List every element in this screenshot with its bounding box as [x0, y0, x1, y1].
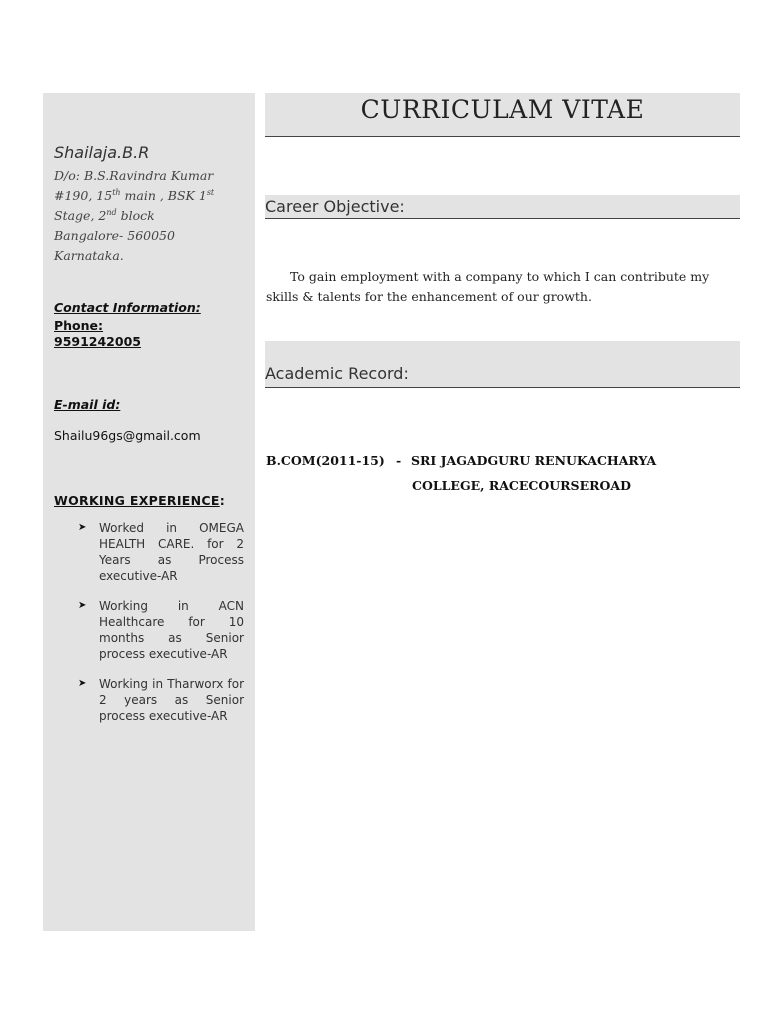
- arrow-bullet-icon: ➤: [78, 600, 87, 611]
- address-line-1: D/o: B.S.Ravindra Kumar: [54, 168, 214, 183]
- phone-number[interactable]: 9591242005: [54, 334, 141, 349]
- work-item: ➤ Working in ACN Healthcare for 10 months as Senior process executive-AR: [78, 599, 244, 661]
- address-block: [54, 166, 244, 266]
- college-name-line-1: SRI JAGADGURU RENUKACHARYA: [411, 453, 657, 468]
- objective-text: To gain employment with a company to which I can contribute my skills & talents for the enhancement of our growth.: [266, 269, 710, 304]
- degree-separator: -: [396, 453, 402, 468]
- address-line-2: #190, 15th main , BSK 1st: [54, 187, 215, 203]
- arrow-bullet-icon: ➤: [78, 678, 87, 689]
- phone-block: [54, 318, 141, 350]
- arrow-bullet-icon: ➤: [78, 522, 87, 533]
- candidate-name: Shailaja.B.R: [54, 143, 150, 162]
- page-title: CURRICULAM VITAE: [360, 95, 645, 124]
- email-heading: E-mail id:: [54, 397, 121, 412]
- degree-label: B.COM(2011-15): [266, 453, 385, 468]
- work-item: ➤ Worked in OMEGA HEALTH CARE. for 2 Years as Process executive-AR: [78, 521, 244, 583]
- phone-label: Phone:: [54, 318, 104, 333]
- work-experience-heading: WORKING EXPERIENCE:: [54, 493, 226, 508]
- college-name-line-2: COLLEGE, RACECOURSEROAD: [412, 478, 631, 493]
- work-experience-list: [78, 520, 244, 738]
- work-item: ➤ Working in Tharworx for 2 years as Senior process executive-AR: [78, 677, 244, 723]
- address-line-3: Stage, 2nd block: [54, 207, 155, 223]
- contact-heading: Contact Information:: [54, 300, 201, 315]
- career-objective-heading: Career Objective:: [265, 197, 405, 216]
- email-address[interactable]: Shailu96gs@gmail.com: [54, 428, 201, 443]
- address-line-5: Karnataka.: [54, 248, 124, 263]
- address-line-4: Bangalore- 560050: [54, 228, 175, 243]
- academic-record-heading: Academic Record:: [265, 364, 409, 383]
